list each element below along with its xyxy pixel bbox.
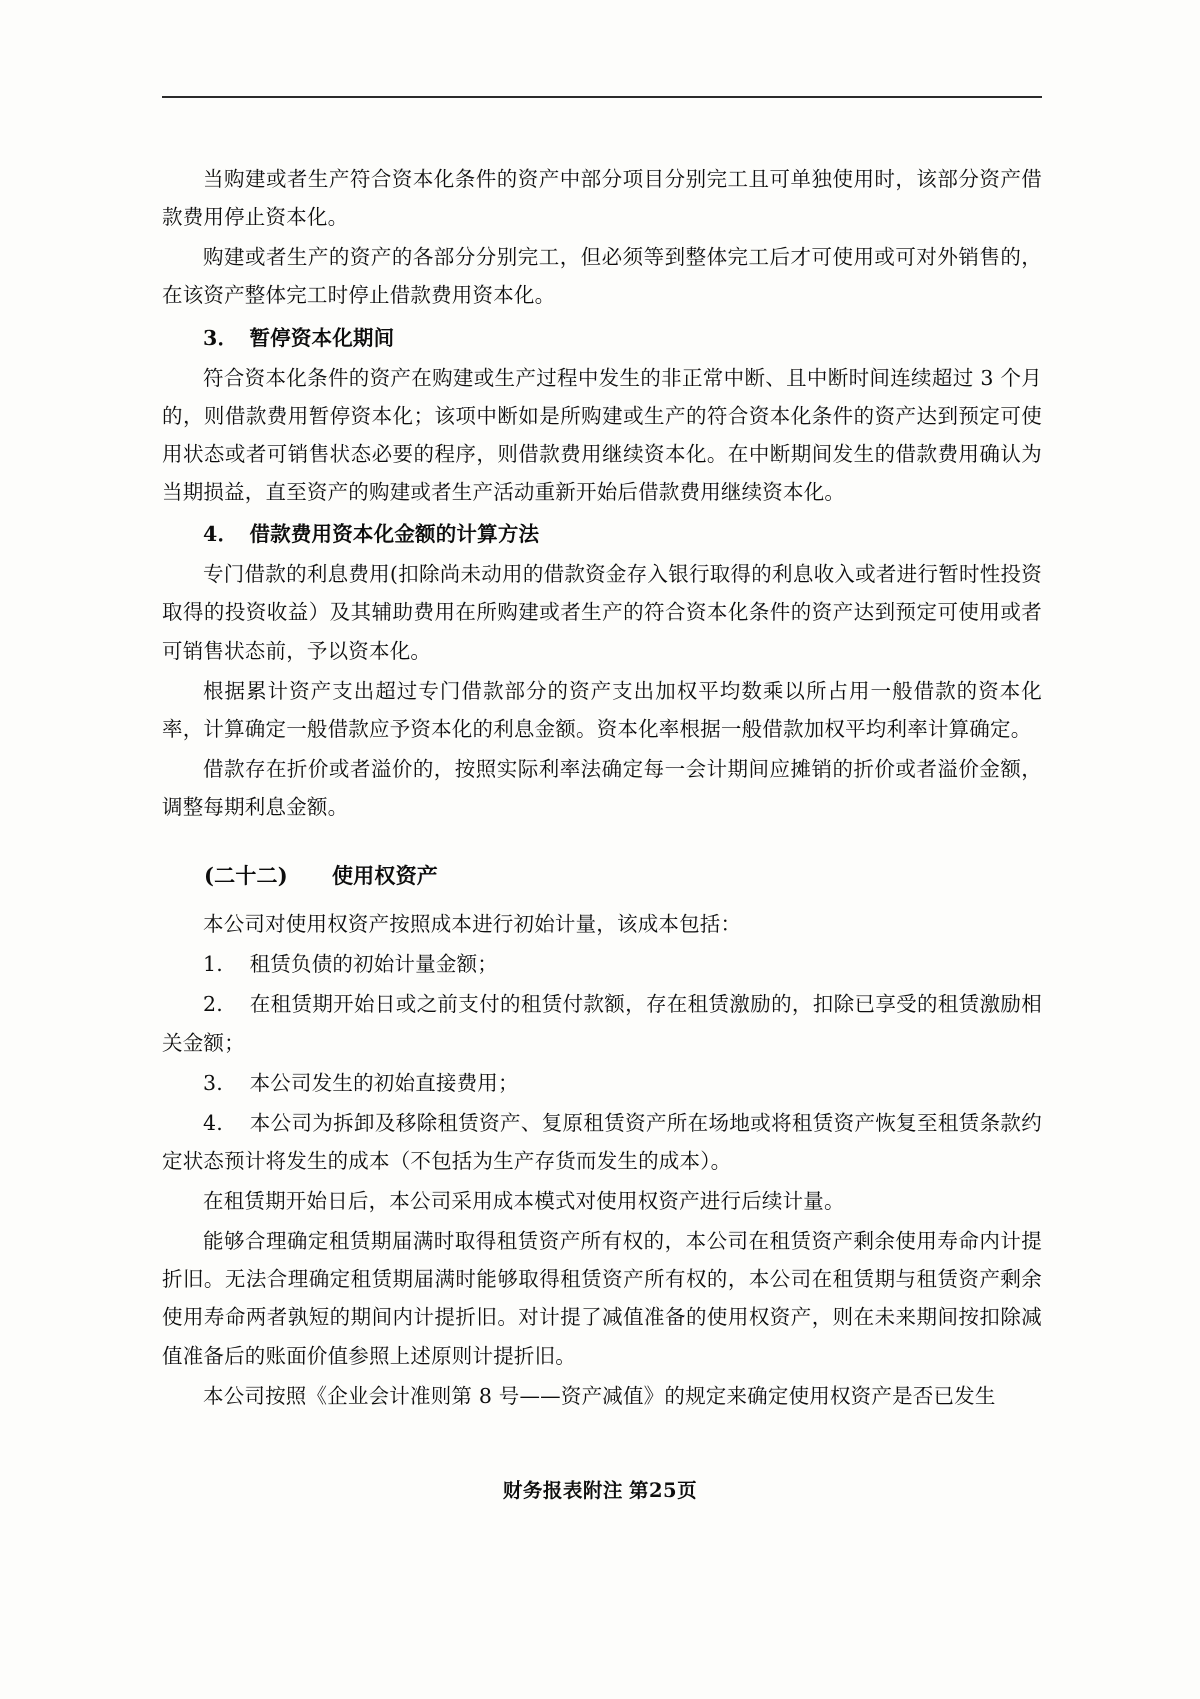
paragraph-6: 能够合理确定租赁期届满时取得租赁资产所有权的，本公司在租赁资产剩余使用寿命内计提折旧。无法合理确定租赁期届满时能够取得租赁资产所有权的，本公司在租赁期与租赁资产剩余使用寿命两者孰短的期间内计提折旧。对计提了减值准备的使用权资产，则在未来期间按扣除减值准备后的账面价值参照上述原则计提折旧。 bbox=[162, 1229, 1042, 1368]
paragraph-5: 在租赁期开始日后，本公司采用成本模式对使用权资产进行后续计量。 bbox=[203, 1189, 845, 1214]
list-item bbox=[162, 1104, 1042, 1180]
list-item bbox=[162, 945, 1042, 983]
section-heading bbox=[162, 856, 1042, 895]
list-item-text: 租赁负债的初始计量金额； bbox=[249, 952, 499, 977]
section-intro: 本公司对使用权资产按照成本进行初始计量，该成本包括： bbox=[203, 912, 742, 937]
page-content bbox=[162, 96, 1042, 1417]
header-rule bbox=[162, 96, 1042, 98]
paragraph-7: 本公司按照《企业会计准则第 8 号——资产减值》的规定来确定使用权资产是否已发生 bbox=[203, 1383, 996, 1408]
list-item bbox=[162, 1064, 1042, 1102]
heading-4-number: 4． bbox=[203, 522, 239, 547]
paragraph-4b: 根据累计资产支出超过专门借款部分的资产支出加权平均数乘以所占用一般借款的资本化率，计算确定一般借款应予资本化的利息金额。资本化率根据一般借款加权平均利率计算确定。 bbox=[162, 678, 1042, 741]
list-item-text: 在租赁期开始日或之前支付的租赁付款额，存在租赁激励的，扣除已享受的租赁激励相关金额； bbox=[162, 992, 1042, 1055]
heading-3-number: 3． bbox=[203, 325, 239, 350]
paragraph-3: 符合资本化条件的资产在购建或生产过程中发生的非正常中断、且中断时间连续超过 3 个月的，则借款费用暂停资本化；该项中断如是所购建或生产的符合资本化条件的资产达到预定可使用状态或者可销售状态必要的程序，则借款费用继续资本化。在中断期间发生的借款费用确认为当期损益，直至资产的购建或者生产活动重新开始后借款费用继续资本化。 bbox=[162, 365, 1042, 504]
list-item-text: 本公司发生的初始直接费用； bbox=[249, 1070, 519, 1095]
paragraph-1: 当购建或者生产符合资本化条件的资产中部分项目分别完工且可单独使用时，该部分资产借款费用停止资本化。 bbox=[162, 167, 1042, 230]
heading-4 bbox=[162, 515, 1042, 553]
list-item-number: 1. bbox=[203, 952, 223, 977]
heading-3-text: 暂停资本化期间 bbox=[249, 325, 395, 350]
list-item-number: 4. bbox=[203, 1110, 223, 1135]
paragraph-2: 购建或者生产的资产的各部分分别完工，但必须等到整体完工后才可使用或可对外销售的，在该资产整体完工时停止借款费用资本化。 bbox=[162, 245, 1042, 308]
heading-3 bbox=[162, 319, 1042, 357]
paragraph-4c: 借款存在折价或者溢价的，按照实际利率法确定每一会计期间应摊销的折价或者溢价金额，调整每期利息金额。 bbox=[162, 756, 1042, 819]
heading-4-text: 借款费用资本化金额的计算方法 bbox=[249, 522, 540, 547]
section-label: (二十二) bbox=[204, 863, 288, 889]
page-footer bbox=[0, 1475, 1200, 1503]
list-item-number: 2. bbox=[203, 992, 223, 1017]
footer-title: 财务报表附注 bbox=[502, 1479, 623, 1502]
section-title-text: 使用权资产 bbox=[331, 863, 438, 889]
page-number: 第25页 bbox=[628, 1479, 698, 1502]
list-item-text: 本公司为拆卸及移除租赁资产、复原租赁资产所在场地或将租赁资产恢复至租赁条款约定状态预计将发生的成本（不包括为生产存货而发生的成本）。 bbox=[162, 1110, 1042, 1173]
paragraph-4a: 专门借款的利息费用(扣除尚未动用的借款资金存入银行取得的利息收入或者进行暂时性投资取得的投资收益）及其辅助费用在所购建或者生产的符合资本化条件的资产达到预定可使用或者可销售状态前，予以资本化。 bbox=[162, 562, 1042, 663]
list-item-number: 3. bbox=[203, 1070, 223, 1095]
list-item bbox=[162, 985, 1042, 1061]
